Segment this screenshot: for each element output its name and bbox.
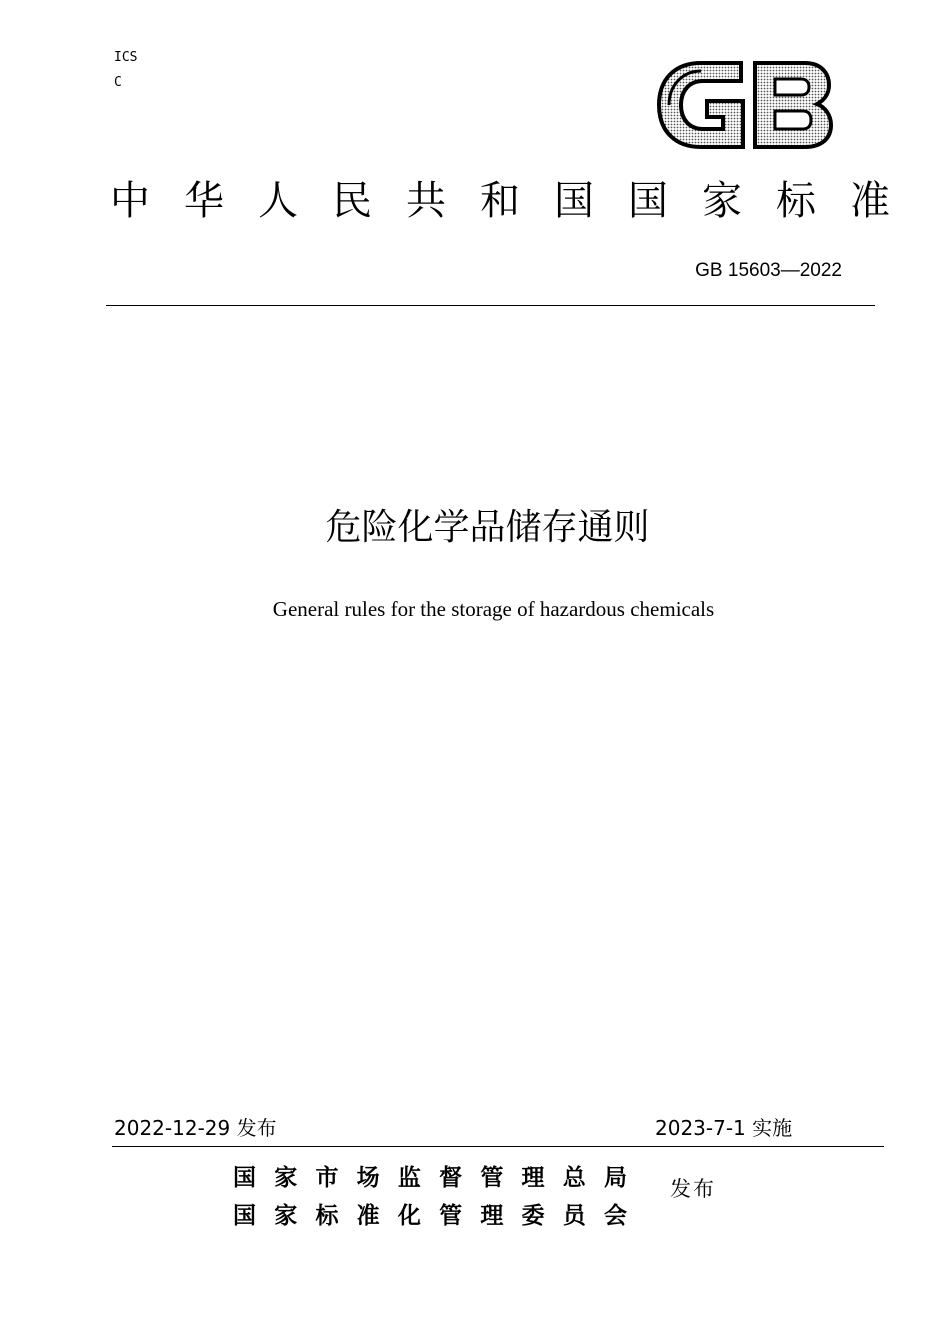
title-char: 国 (233, 1203, 256, 1229)
title-char: 共 (406, 178, 446, 224)
title-char: 国 (233, 1165, 256, 1191)
top-divider (106, 305, 875, 306)
title-char: 人 (258, 178, 298, 224)
title-char: 标 (776, 178, 816, 224)
title-char: 准 (356, 1203, 380, 1229)
title-char: 准 (850, 178, 890, 224)
gb-logo (655, 57, 835, 153)
issuer-market-regulation (233, 1164, 627, 1192)
title-char: 员 (562, 1203, 586, 1229)
title-char: 委 (521, 1203, 545, 1229)
title-char: 督 (439, 1165, 463, 1191)
ccs-label: C (114, 75, 122, 90)
title-char: 理 (521, 1165, 545, 1191)
issuer-standardization (233, 1202, 627, 1230)
title-char: 局 (603, 1165, 627, 1191)
ics-label: ICS (114, 50, 138, 65)
title-char: 管 (480, 1165, 504, 1191)
title-char: 家 (702, 178, 742, 224)
standard-title (110, 178, 890, 224)
title-char: 管 (439, 1203, 463, 1229)
title-char: 国 (628, 178, 668, 224)
bottom-divider (112, 1146, 884, 1147)
title-char: 国 (554, 178, 594, 224)
title-char: 会 (603, 1203, 627, 1229)
title-char: 场 (356, 1165, 380, 1191)
document-title-en: General rules for the storage of hazardous chemicals (272, 597, 715, 621)
title-char: 家 (274, 1203, 298, 1229)
title-char: 市 (315, 1165, 339, 1191)
title-char: 理 (480, 1203, 504, 1229)
implementation-date: 2023-7-1 实施 (655, 1116, 793, 1140)
issued-label: 发布 (670, 1177, 716, 1201)
title-char: 监 (397, 1165, 421, 1191)
title-char: 化 (397, 1203, 421, 1229)
title-char: 中 (110, 178, 150, 224)
title-char: 和 (480, 178, 520, 224)
title-char: 民 (332, 178, 372, 224)
title-char: 华 (184, 178, 224, 224)
standard-number: GB 15603—2022 (695, 260, 842, 281)
issue-date: 2022-12-29 发布 (114, 1116, 277, 1140)
title-char: 标 (315, 1203, 339, 1229)
title-char: 总 (562, 1165, 586, 1191)
document-title-zh: 危险化学品储存通则 (325, 507, 650, 548)
title-char: 家 (274, 1165, 298, 1191)
